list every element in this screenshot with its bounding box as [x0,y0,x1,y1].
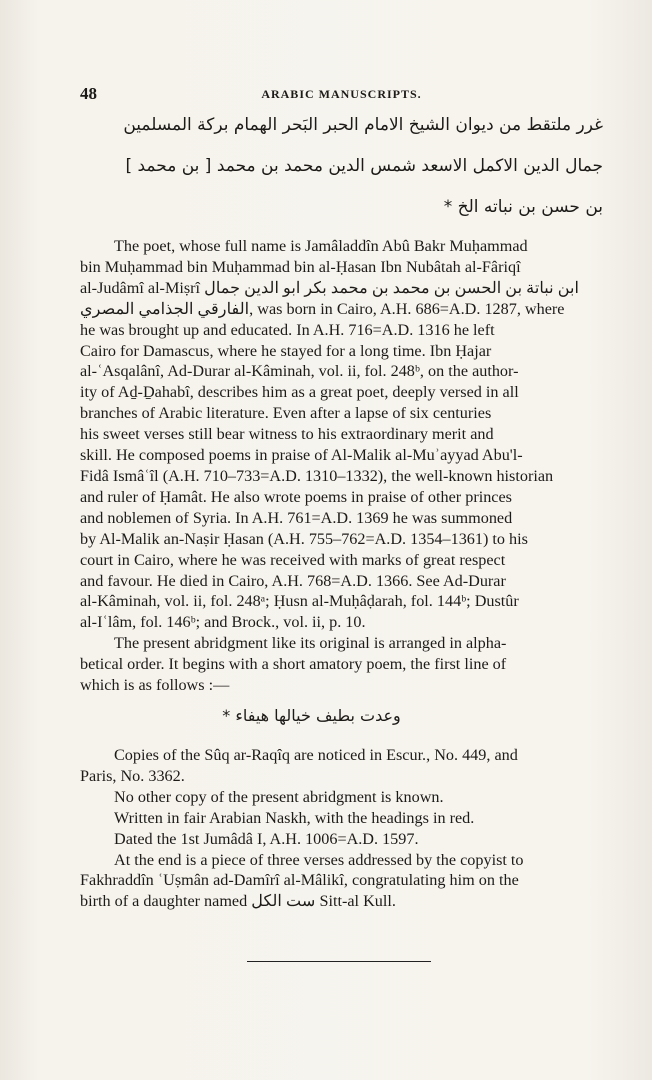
note-line: birth of a daughter named ست الكل Sitt-al Kull. [80,892,396,911]
text-line: الفارقي الجذامي المصري, was born in Cairo, A.H. 686=A.D. 1287, where [80,299,565,318]
arabic-title-line-1: غرر ملتقط من ديوان الشيخ الامام الحبر البَحر الهمام بركة المسلمين [123,115,603,135]
paragraph-poet-biography [80,236,603,633]
text-line: and ruler of Ḥamât. He also wrote poems in praise of other princes [80,487,512,506]
text-line: The present abridgment like its original is arranged in alpha- [114,634,507,653]
text-line: court in Cairo, where he was received with marks of great respect [80,550,506,569]
text-line: which is as follows :— [80,676,230,695]
manuscript-notes [80,745,603,912]
text-line: al-Judâmî al-Miṣrî ابن نباتة بن الحسن بن محمد بن محمد بكر ابو الدين جمال [80,278,580,297]
running-title: ARABIC MANUSCRIPTS. [261,87,422,101]
page-header [80,84,603,106]
text-line: bin Muḥammad bin Muḥammad bin al-Ḥasan Ibn Nubâtah al-Fâriqî [80,257,521,276]
arabic-title-line-3: بن حسن بن نباته الخ * [443,197,603,217]
text-line: Cairo for Damascus, where he stayed for a long time. Ibn Ḥajar [80,341,492,360]
text-line: betical order. It begins with a short amatory poem, the first line of [80,655,507,674]
text-line: by Al-Malik an-Naṣir Ḥasan (A.H. 755–762=A.D. 1354–1361) to his [80,529,528,548]
text-line: ity of Aḏ-Ḏahabî, describes him as a great poet, deeply versed in all [80,383,519,402]
text-line: and favour. He died in Cairo, A.H. 768=A.D. 1366. See Ad-Durar [80,571,506,590]
note-line: Dated the 1st Jumâdâ I, A.H. 1006=A.D. 1597. [114,829,419,848]
note-line: Paris, No. 3362. [80,766,185,785]
arabic-title-block [80,115,603,238]
text-line: he was brought up and educated. In A.H. 716=A.D. 1316 he left [80,320,495,339]
note-line: Copies of the Sûq ar-Raqîq are noticed in Escur., No. 449, and [114,746,518,764]
note-line: Written in fair Arabian Naskh, with the headings in red. [114,808,475,827]
text-line: his sweet verses still bear witness to his extraordinary merit and [80,425,494,444]
text-line: al-ʿAsqalânî, Ad-Durar al-Kâminah, vol. ii, fol. 248ᵇ, on the author- [80,362,519,381]
text-line: al-Kâminah, vol. ii, fol. 248ᵃ; Ḥusn al-Muḥâḍarah, fol. 144ᵇ; Dustûr [80,592,519,611]
main-text [80,236,603,696]
arabic-title-line-2: جمال الدين الاكمل الاسعد شمس الدين محمد بن محمد [ بن محمد ] [125,156,603,176]
arabic-verse: وعدت بطيف خيالها هيفاء * [222,706,401,725]
paragraph-abridgment [80,633,603,696]
text-line: branches of Arabic literature. Even after a lapse of six centuries [80,404,492,423]
note-line: No other copy of the present abridgment is known. [114,787,444,806]
text-line: skill. He composed poems in praise of Al-Malik al-Muʾayyad Abu'l- [80,446,523,465]
note-line: Fakhraddîn ʿUṣmân ad-Damîrî al-Mâlikî, congratulating him on the [80,871,519,890]
text-line: al-Iʿlâm, fol. 146ᵇ; and Brock., vol. ii, p. 10. [80,613,366,632]
text-line: Fidâ Ismâʿîl (A.H. 710–733=A.D. 1310–1332), the well-known historian [80,466,554,485]
text-line: The poet, whose full name is Jamâladdîn Abû Bakr Muḥammad [114,237,528,255]
text-line: and noblemen of Syria. In A.H. 761=A.D. 1369 he was summoned [80,508,513,527]
page-number: 48 [80,84,97,103]
note-line: At the end is a piece of three verses addressed by the copyist to [114,850,524,869]
section-divider-rule [247,961,431,962]
